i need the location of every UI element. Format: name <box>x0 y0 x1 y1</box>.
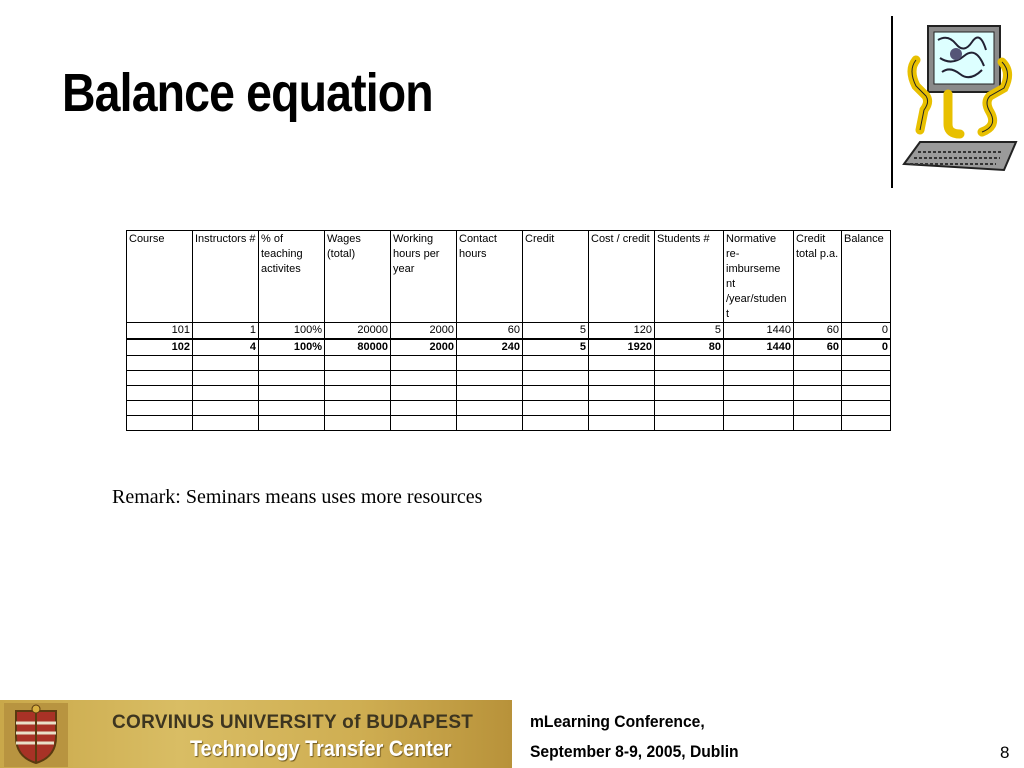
empty-table-cell <box>589 356 655 371</box>
empty-rows <box>127 356 891 431</box>
table-row <box>127 323 891 340</box>
empty-table-cell <box>193 416 259 431</box>
table-row <box>127 339 891 356</box>
column-header: Credit total p.a. <box>794 231 842 323</box>
conference-line-1: mLearning Conference, <box>530 712 705 731</box>
empty-table-cell <box>259 371 325 386</box>
page-number: 8 <box>1000 743 1010 762</box>
empty-table-cell <box>391 401 457 416</box>
table-cell: 2000 <box>391 323 457 340</box>
table-cell: 100% <box>259 323 325 340</box>
empty-table-cell <box>193 386 259 401</box>
slide-title: Balance equation <box>62 63 433 123</box>
conference-line-2: September 8-9, 2005, Dublin <box>530 742 739 761</box>
column-header: Course <box>127 231 193 323</box>
empty-table-cell <box>523 356 589 371</box>
empty-table-cell <box>655 401 724 416</box>
column-header: Wages (total) <box>325 231 391 323</box>
empty-table-row <box>127 356 891 371</box>
table-cell: 80000 <box>325 339 391 356</box>
empty-table-cell <box>259 356 325 371</box>
empty-table-cell <box>325 371 391 386</box>
empty-table-cell <box>325 401 391 416</box>
column-header: Credit <box>523 231 589 323</box>
empty-table-cell <box>523 416 589 431</box>
empty-table-cell <box>794 356 842 371</box>
empty-table-cell <box>842 401 891 416</box>
empty-table-cell <box>193 356 259 371</box>
table-cell: 102 <box>127 339 193 356</box>
empty-table-row <box>127 401 891 416</box>
column-header: Working hours per year <box>391 231 457 323</box>
empty-table-cell <box>193 401 259 416</box>
empty-table-cell <box>724 386 794 401</box>
university-banner <box>0 700 512 768</box>
empty-table-cell <box>259 401 325 416</box>
university-name: CORVINUS UNIVERSITY of BUDAPEST <box>112 712 474 733</box>
empty-table-cell <box>391 371 457 386</box>
empty-table-cell <box>655 356 724 371</box>
table-cell: 5 <box>523 339 589 356</box>
empty-table-cell <box>794 386 842 401</box>
table-cell: 101 <box>127 323 193 340</box>
empty-table-cell <box>794 371 842 386</box>
table-cell: 100% <box>259 339 325 356</box>
empty-table-cell <box>794 416 842 431</box>
empty-table-cell <box>127 356 193 371</box>
empty-table-cell <box>457 401 523 416</box>
empty-table-cell <box>259 416 325 431</box>
empty-table-cell <box>127 416 193 431</box>
table-header-row <box>127 231 891 323</box>
empty-table-row <box>127 386 891 401</box>
empty-table-cell <box>325 416 391 431</box>
table-cell: 120 <box>589 323 655 340</box>
empty-table-cell <box>127 401 193 416</box>
table-cell: 20000 <box>325 323 391 340</box>
empty-table-cell <box>523 401 589 416</box>
column-header: Cost / credit <box>589 231 655 323</box>
empty-table-row <box>127 416 891 431</box>
table-cell: 5 <box>655 323 724 340</box>
empty-table-cell <box>655 416 724 431</box>
empty-table-cell <box>325 386 391 401</box>
empty-table-cell <box>523 386 589 401</box>
empty-table-cell <box>842 356 891 371</box>
column-header: % of teaching activites <box>259 231 325 323</box>
empty-table-cell <box>589 401 655 416</box>
empty-table-cell <box>842 386 891 401</box>
column-header: Normative re-imburseme nt /year/studen t <box>724 231 794 323</box>
empty-table-cell <box>391 416 457 431</box>
table-cell: 60 <box>457 323 523 340</box>
table-cell: 0 <box>842 339 891 356</box>
column-header: Contact hours <box>457 231 523 323</box>
table-cell: 1920 <box>589 339 655 356</box>
university-crest-icon <box>4 703 68 767</box>
table-cell: 80 <box>655 339 724 356</box>
column-header: Instructors # <box>193 231 259 323</box>
empty-table-cell <box>523 371 589 386</box>
empty-table-cell <box>391 356 457 371</box>
column-header: Balance <box>842 231 891 323</box>
table-cell: 1 <box>193 323 259 340</box>
empty-table-cell <box>457 386 523 401</box>
empty-table-cell <box>259 386 325 401</box>
remark-text: Remark: Seminars means uses more resources <box>112 486 483 508</box>
empty-table-cell <box>589 386 655 401</box>
table-cell: 5 <box>523 323 589 340</box>
empty-table-cell <box>724 401 794 416</box>
empty-table-cell <box>457 356 523 371</box>
computer-mascot-icon <box>898 20 1020 180</box>
empty-table-cell <box>325 356 391 371</box>
empty-table-cell <box>589 371 655 386</box>
empty-table-cell <box>589 416 655 431</box>
table-cell: 60 <box>794 323 842 340</box>
empty-table-cell <box>655 386 724 401</box>
empty-table-cell <box>127 386 193 401</box>
table-cell: 0 <box>842 323 891 340</box>
table-cell: 1440 <box>724 339 794 356</box>
divider-line <box>891 16 893 188</box>
table-cell: 1440 <box>724 323 794 340</box>
column-header: Students # <box>655 231 724 323</box>
empty-table-cell <box>724 356 794 371</box>
empty-table-cell <box>457 416 523 431</box>
table-cell: 240 <box>457 339 523 356</box>
empty-table-cell <box>724 371 794 386</box>
empty-table-cell <box>457 371 523 386</box>
table-cell: 2000 <box>391 339 457 356</box>
empty-table-row <box>127 371 891 386</box>
empty-table-cell <box>655 371 724 386</box>
table-cell: 60 <box>794 339 842 356</box>
empty-table-cell <box>193 371 259 386</box>
empty-table-cell <box>842 371 891 386</box>
center-name: Technology Transfer Center <box>190 736 452 761</box>
empty-table-cell <box>127 371 193 386</box>
empty-table-cell <box>794 401 842 416</box>
empty-table-cell <box>391 386 457 401</box>
empty-table-cell <box>842 416 891 431</box>
balance-table <box>126 230 891 431</box>
empty-table-cell <box>724 416 794 431</box>
table-cell: 4 <box>193 339 259 356</box>
